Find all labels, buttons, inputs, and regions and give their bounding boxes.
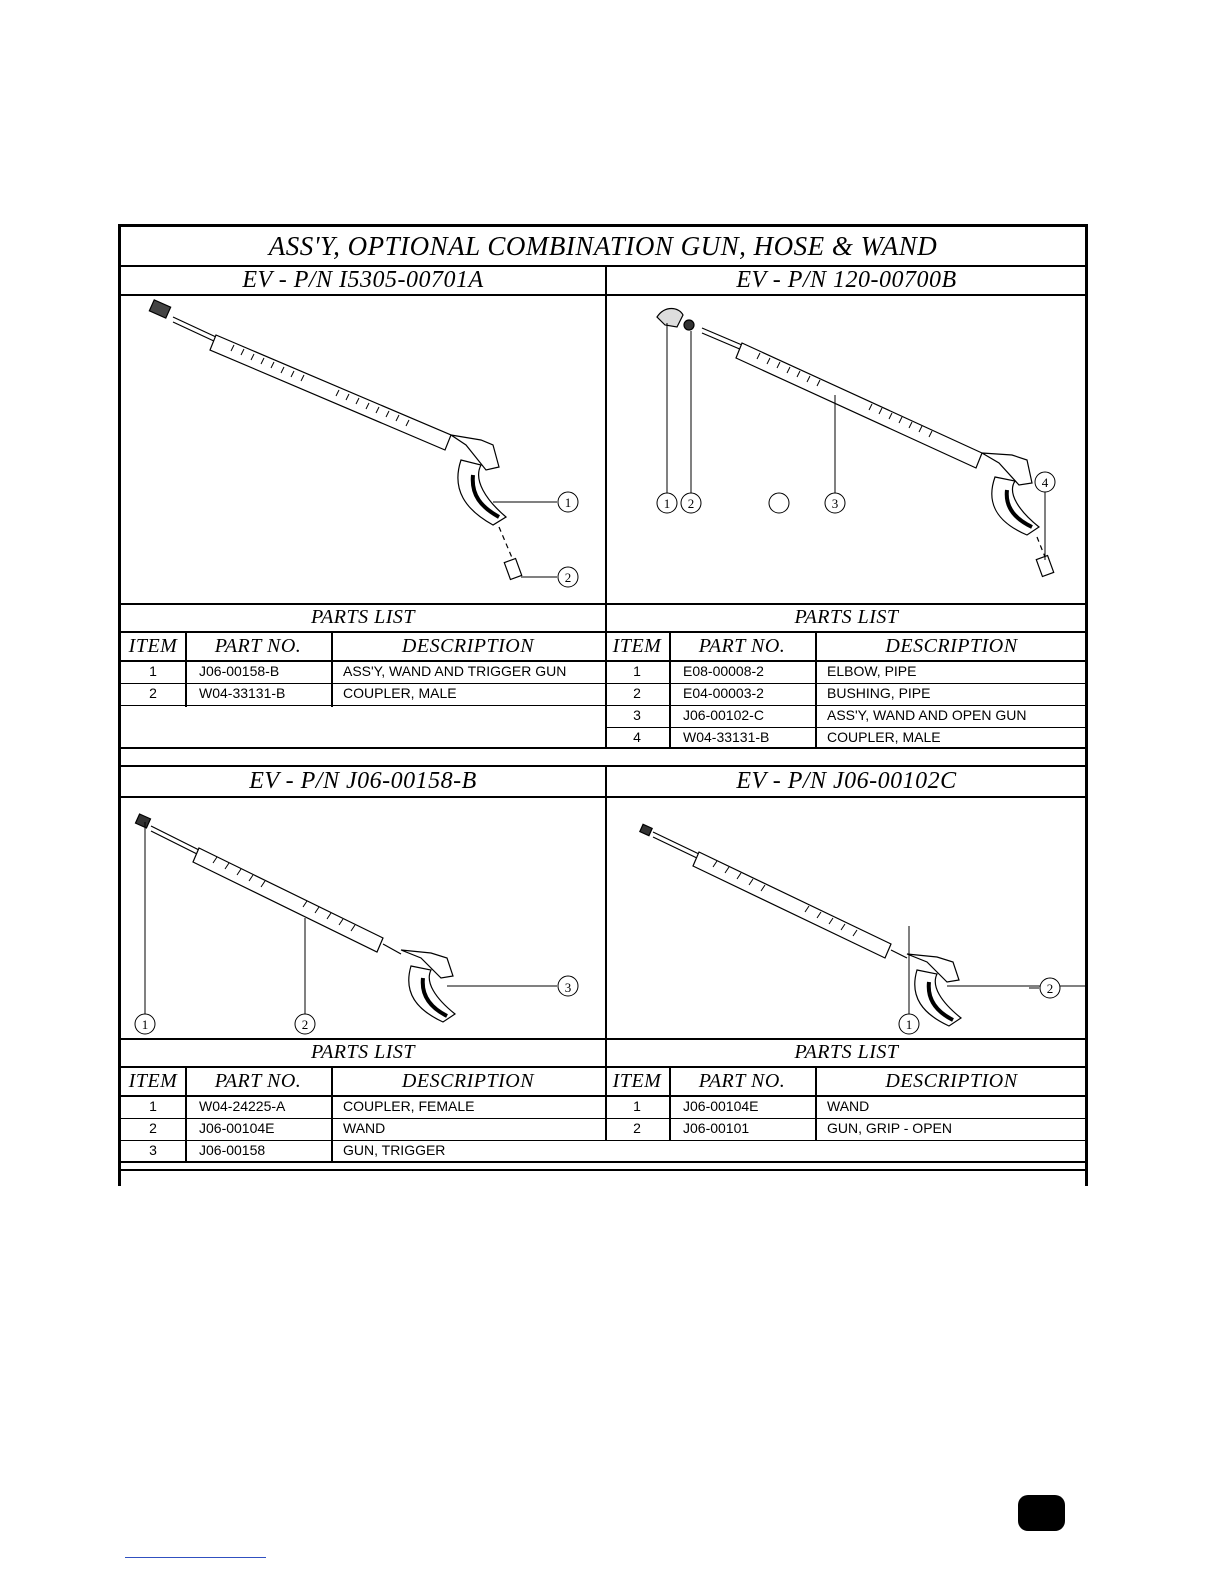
table-cell-item: 1: [633, 1098, 641, 1114]
table-cell-part-no: W04-33131-B: [199, 685, 286, 701]
column-divider: [331, 1067, 333, 1161]
row-divider: [121, 705, 605, 706]
parts-list-title-4: PARTS LIST: [794, 1041, 899, 1063]
parts-list-title-1: PARTS LIST: [310, 606, 416, 628]
column-divider: [815, 1067, 817, 1140]
table-cell-part-no: J06-00158-B: [199, 663, 280, 679]
table-cell-part-no: W04-24225-A: [199, 1098, 286, 1114]
table-cell-description: WAND: [827, 1098, 870, 1114]
table-cell-part-no: J06-00102-C: [683, 707, 764, 723]
callout-1: 1: [663, 496, 671, 511]
drawing-wand-open-gun-assy: [607, 295, 1088, 603]
wand-illustration: [135, 814, 455, 1022]
column-divider: [669, 632, 671, 747]
parts-list-title-3: PARTS LIST: [310, 1041, 416, 1063]
callout-leaders: [657, 323, 1055, 560]
table-cell-description: GUN, GRIP - OPEN: [827, 1120, 952, 1136]
parts-sheet: [118, 224, 1088, 1186]
header-part-no: PART NO.: [214, 635, 302, 657]
callout-3-badge: [557, 976, 581, 1000]
column-divider: [331, 632, 333, 707]
table-cell-item: 2: [633, 685, 641, 701]
header-part-no: PART NO.: [698, 635, 786, 657]
table-cell-part-no: J06-00158: [199, 1142, 266, 1158]
drawing-wand-trigger-gun: [121, 798, 605, 1038]
table-cell-item: 1: [149, 1098, 157, 1114]
section-title-2: EV - P/N 120-00700B: [736, 267, 957, 293]
header-description: DESCRIPTION: [885, 635, 1018, 657]
table-cell-item: 4: [633, 729, 641, 745]
table-cell-part-no: E08-00008-2: [683, 663, 764, 679]
table-cell-item: 3: [149, 1142, 157, 1158]
callout-2: 2: [564, 570, 572, 585]
page-title: ASS'Y, OPTIONAL COMBINATION GUN, HOSE & WAND: [268, 231, 938, 261]
column-divider: [815, 632, 817, 747]
callout-1: 1: [141, 1017, 149, 1032]
callout-row: [607, 1010, 1088, 1040]
table-cell-description: ELBOW, PIPE: [827, 663, 917, 679]
divider: [121, 747, 1085, 749]
callout-3: 3: [564, 980, 572, 995]
callout-3: 3: [831, 496, 839, 511]
table-cell-item: 2: [633, 1120, 641, 1136]
drawing-wand-trigger-gun-assy: [121, 295, 605, 603]
table-cell-description: BUSHING, PIPE: [827, 685, 931, 701]
section-title-4: EV - P/N J06-00102C: [736, 768, 957, 794]
callout-row: [121, 1010, 605, 1040]
callout-2-badge: [1029, 976, 1069, 1000]
table-cell-description: COUPLER, MALE: [343, 685, 457, 701]
table-cell-part-no: J06-00104E: [199, 1120, 275, 1136]
callout-1: 1: [564, 495, 572, 510]
column-divider: [185, 632, 187, 707]
divider: [121, 1169, 1085, 1171]
table-cell-part-no: J06-00101: [683, 1120, 750, 1136]
callout-1: 1: [905, 1017, 913, 1032]
row-divider: [121, 1140, 1088, 1141]
table-cell-part-no: W04-33131-B: [683, 729, 770, 745]
footer-link-underline: [125, 1557, 266, 1558]
header-description: DESCRIPTION: [401, 1070, 535, 1092]
header-part-no: PART NO.: [698, 1070, 786, 1092]
table-cell-item: 2: [149, 1120, 157, 1136]
divider: [121, 1161, 1085, 1163]
drawing-wand-open-gun: [607, 798, 1088, 1038]
table-cell-item: 1: [633, 663, 641, 679]
table-cell-description: WAND: [343, 1120, 386, 1136]
table-cell-item: 3: [633, 707, 641, 723]
column-divider: [185, 1067, 187, 1161]
table-cell-description: ASS'Y, WAND AND TRIGGER GUN: [343, 663, 567, 679]
parts-list-title-2: PARTS LIST: [794, 606, 899, 628]
callout-2: 2: [301, 1017, 309, 1032]
table-cell-description: ASS'Y, WAND AND OPEN GUN: [827, 707, 1027, 723]
callout-4: 4: [1041, 475, 1049, 490]
section-title-3: EV - P/N J06-00158-B: [249, 768, 477, 794]
table-cell-description: GUN, TRIGGER: [343, 1142, 446, 1158]
table-cell-part-no: J06-00104E: [683, 1098, 759, 1114]
wand-illustration: [149, 300, 521, 580]
table-cell-item: 1: [149, 663, 157, 679]
header-description: DESCRIPTION: [401, 635, 535, 657]
header-item: ITEM: [128, 1070, 178, 1092]
section-title-1: EV - P/N I5305-00701A: [242, 267, 484, 293]
callout-2: 2: [687, 496, 695, 511]
callout-2: 2: [1046, 981, 1054, 996]
header-item: ITEM: [612, 1070, 662, 1092]
header-item: ITEM: [128, 635, 178, 657]
wand-illustration: [657, 309, 1054, 577]
header-part-no: PART NO.: [214, 1070, 302, 1092]
column-divider: [669, 1067, 671, 1140]
header-description: DESCRIPTION: [885, 1070, 1018, 1092]
page-number-badge: [1018, 1495, 1065, 1531]
table-cell-item: 2: [149, 685, 157, 701]
table-cell-description: COUPLER, MALE: [827, 729, 941, 745]
table-cell-description: COUPLER, FEMALE: [343, 1098, 475, 1114]
table-cell-part-no: E04-00003-2: [683, 685, 764, 701]
header-item: ITEM: [612, 635, 662, 657]
wand-illustration: [640, 824, 961, 1026]
